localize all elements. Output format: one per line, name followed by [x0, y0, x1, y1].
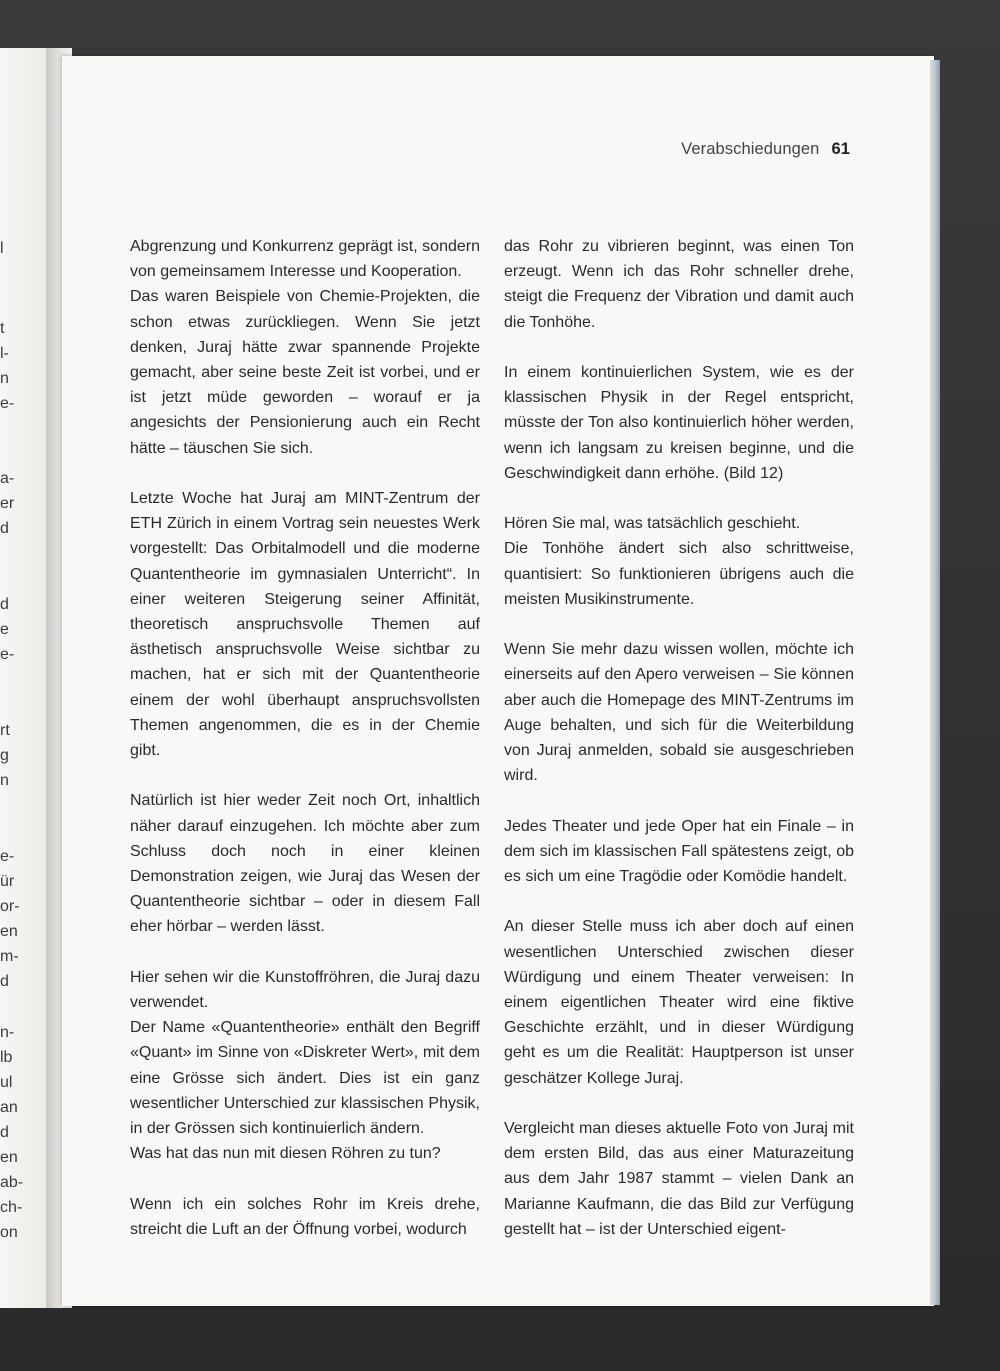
- paragraph: An dieser Stelle muss ich aber doch auf einen wesentlichen Unterschied zwischen dieser Würdigung und einem Theater verweisen: In einem eigentlichen Theater wird eine fiktive Geschichte erzählt, und in dieser Würdigung geht es um die Realität: Hauptperson ist unser geschätzer Kollege Juraj.: [504, 918, 854, 1087]
- paragraph: Jedes Theater und jede Oper hat ein Finale – in dem sich im klassischen Fall spätestens zeigt, ob es sich um eine Tragödie oder Komödie handelt.: [504, 817, 854, 886]
- paragraph: Letzte Woche hat Juraj am MINT-Zentrum der ETH Zürich in einem Vortrag sein neuestes Werk vorgestellt: Das Orbitalmodell und die moderne Quantentheorie im gymnasialen Unterricht“. In einer weiteren Steigerung seiner Affinität, theoretisch anspruchsvolle Themen auf ästhetisch anspruchsvolle Weise sichtbar zu machen, hat er sich mit der Quantentheorie einem der wohl überhaupt anspruchsvollsten Themen angenommen, die es in der Chemie gibt.: [130, 490, 480, 760]
- left-page-fragment: d: [0, 1124, 9, 1141]
- left-page-fragment: en: [0, 1149, 18, 1166]
- running-header: [681, 140, 850, 159]
- paragraph: Wenn Sie mehr dazu wissen wollen, möchte ich einerseits auf den Apero verweisen – Sie können aber auch die Homepage des MINT-Zentrums im Auge behalten, und sich für die Weiterbildung von Juraj anmelden, sobald sie ausgeschrieben wird.: [504, 641, 854, 785]
- left-page-fragment: on: [0, 1224, 18, 1241]
- left-page-fragment: en: [0, 923, 18, 940]
- paragraph: das Rohr zu vibrieren beginnt, was einen Ton erzeugt. Wenn ich das Rohr schneller drehe, steigt die Frequenz der Vibration und damit auch die Tonhöhe.: [504, 238, 854, 331]
- left-page-fragment: e-: [0, 646, 15, 663]
- left-page-fragment: a-: [0, 470, 15, 487]
- left-page-fragment: l-: [0, 345, 9, 362]
- paragraph: Hören Sie mal, was tatsächlich geschieht.: [504, 515, 801, 533]
- paragraph: Abgrenzung und Konkurrenz geprägt ist, sondern von gemeinsamem Interesse und Kooperation.: [130, 238, 480, 281]
- left-page-fragment: n: [0, 772, 9, 789]
- left-page-fragment: n: [0, 370, 9, 387]
- left-page-fragment: er: [0, 495, 15, 512]
- left-page-fragment: or-: [0, 898, 20, 915]
- left-page-fragment: lb: [0, 1049, 13, 1066]
- paragraph: Der Name «Quantentheorie» enthält den Begriff «Quant» im Sinne von «Diskreter Wert», mit dem eine Grösse sich ändert. Dies ist ein ganz wesentlicher Unterschied zur klassischen Physik, in der Grössen sich kontinuierlich ändern.: [130, 1019, 480, 1138]
- left-page-fragment: d: [0, 596, 9, 613]
- left-page-fragment: l: [0, 240, 4, 257]
- left-text-column: [130, 234, 480, 1267]
- left-page-fragment: e: [0, 621, 9, 638]
- left-page-fragment: m-: [0, 948, 19, 965]
- left-page-fragment: n-: [0, 1024, 15, 1041]
- section-title: Verabschiedungen: [681, 140, 820, 158]
- right-text-column: [504, 234, 854, 1267]
- left-page-fragment: rt: [0, 722, 10, 739]
- paragraph: Was hat das nun mit diesen Röhren zu tun?: [130, 1145, 441, 1163]
- paragraph: In einem kontinuierlichen System, wie es der klassischen Physik in der Regel entspricht, müsste der Ton also kontinuierlich höher werden, wenn ich langsam zu kreisen beginne, und die Geschwindigkeit dann erhöhe. (Bild 12): [504, 364, 854, 482]
- left-page-fragment: ab-: [0, 1174, 24, 1191]
- left-page-fragment: d: [0, 520, 9, 537]
- page-block-edge: [930, 60, 940, 1305]
- left-page-fragment: an: [0, 1099, 18, 1116]
- paragraph: Wenn ich ein solches Rohr im Kreis drehe, streicht die Luft an der Öffnung vorbei, wodurch: [130, 1195, 480, 1238]
- left-page-fragment: g: [0, 747, 9, 764]
- paragraph: Vergleicht man dieses aktuelle Foto von Juraj mit dem ersten Bild, das aus einer Maturazeitung aus dem Jahr 1987 stammt – vielen Dank an Marianne Kaufmann, die das Bild zur Verfügung gestellt hat – ist der Unterschied eigent-: [504, 1120, 854, 1238]
- page-number: 61: [831, 140, 850, 158]
- right-page: [62, 56, 934, 1306]
- paragraph: Hier sehen wir die Kunstoffröhren, die Juraj dazu verwendet.: [130, 968, 480, 1012]
- left-page-fragment: ch-: [0, 1199, 23, 1216]
- left-page-fragment: t: [0, 320, 5, 337]
- left-page-fragment: ul: [0, 1074, 13, 1091]
- left-page-fragment: e-: [0, 848, 15, 865]
- left-page-fragment: e-: [0, 395, 15, 412]
- left-page-fragment: ür: [0, 873, 15, 890]
- paragraph: Die Tonhöhe ändert sich also schrittweise, quantisiert: So funktionieren übrigens auch die meisten Musikinstrumente.: [504, 540, 854, 608]
- paragraph: Das waren Beispiele von Chemie-Projekten, die schon etwas zurückliegen. Wenn Sie jetzt denken, Juraj hätte zwar spannende Projekte gemacht, aber seine beste Zeit ist vorbei, und er ist jetzt müde geworden – worauf er ja angesichts der Pensionierung auch ein Recht hätte – täuschen Sie sich.: [130, 288, 480, 457]
- paragraph: Natürlich ist hier weder Zeit noch Ort, inhaltlich näher darauf einzugehen. Ich möchte aber zum Schluss doch noch in einer kleinen Demonstration zeigen, wie Juraj das Wesen der Quantentheorie sichtbar – oder in diesem Fall eher hörbar – werden lässt.: [130, 792, 480, 936]
- left-page-fragment: d: [0, 973, 9, 990]
